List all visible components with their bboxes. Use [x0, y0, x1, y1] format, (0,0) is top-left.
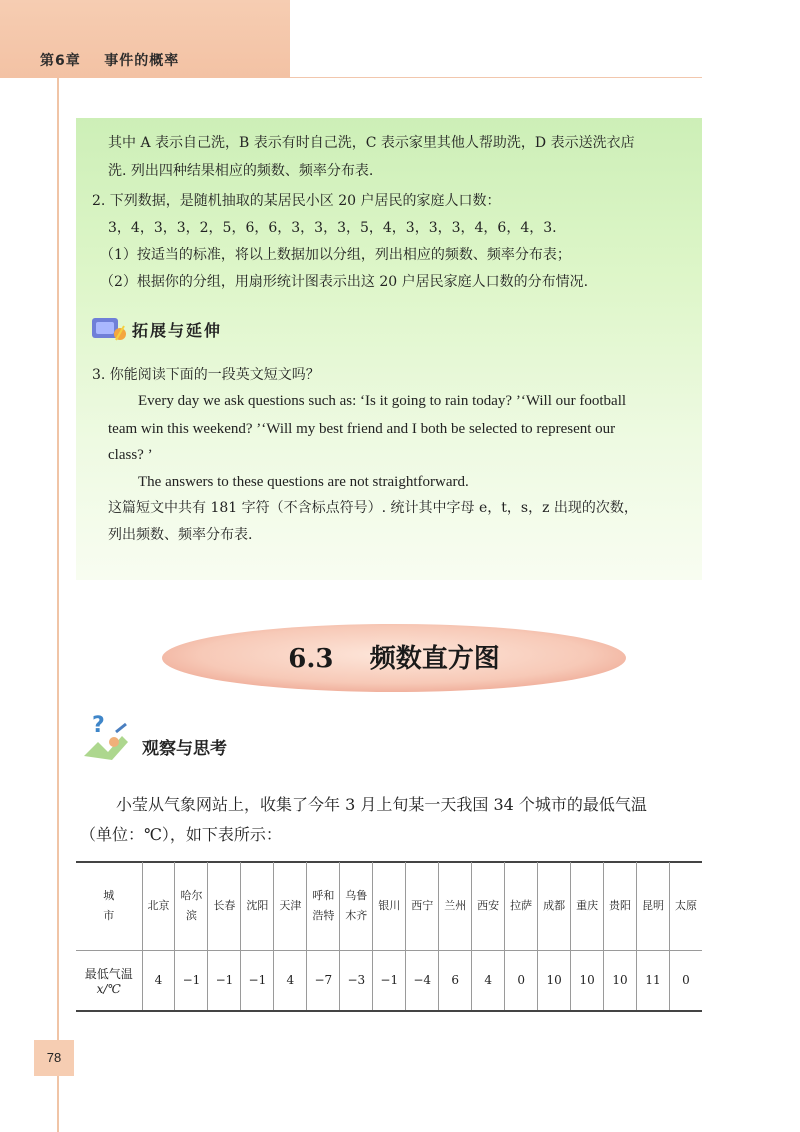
english-line-4: The answers to these questions are not straightforward. [138, 474, 469, 490]
city-cell: 银川 [373, 862, 406, 950]
header-divider [290, 77, 702, 78]
temperature-cell: 11 [637, 950, 670, 1010]
city-header-label: 城 市 [76, 862, 142, 950]
temperature-cell: 4 [472, 950, 505, 1010]
english-line-3: class? ’ [108, 447, 153, 463]
english-line-1: Every day we ask questions such as: ‘Is it going to rain today? ’‘Will our football [138, 393, 627, 409]
temperature-table [76, 862, 702, 1010]
question-2: 2. 下列数据，是随机抽取的某居民小区 20 户居民的家庭人口数： [92, 193, 501, 209]
english-line-2: team win this weekend? ’‘Will my best friend and I both be selected to represent our [108, 421, 616, 437]
observe-think-icon [78, 712, 134, 764]
city-cell: 呼和 浩特 [307, 862, 340, 950]
city-cell: 乌鲁 木齐 [340, 862, 373, 950]
city-cell: 拉萨 [505, 862, 538, 950]
city-cell: 兰州 [439, 862, 472, 950]
city-cell: 哈尔 滨 [175, 862, 208, 950]
question-3: 3. 你能阅读下面的一段英文短文吗？ [92, 367, 320, 383]
city-cell: 沈阳 [241, 862, 274, 950]
observe-paragraph-2: （单位：℃），如下表所示： [80, 825, 282, 844]
city-cell: 西安 [472, 862, 505, 950]
question-2-part-1: （1）按适当的标准，将以上数据加以分组，列出相应的频数、频率分布表； [100, 247, 571, 263]
temperature-cell: 4 [274, 950, 307, 1010]
city-cell: 昆明 [637, 862, 670, 950]
city-header-row [76, 862, 702, 950]
observe-title: 观察与思考 [142, 739, 227, 759]
page-number: 78 [46, 1050, 62, 1065]
temperature-cell: 6 [439, 950, 472, 1010]
city-cell: 长春 [208, 862, 241, 950]
city-cell: 成都 [538, 862, 571, 950]
exercise-line-1: 其中 A 表示自己洗，B 表示有时自己洗，C 表示家里其他人帮助洗，D 表示送洗衣店 [108, 135, 635, 151]
temperature-cell: −4 [406, 950, 439, 1010]
city-cell: 北京 [142, 862, 175, 950]
temperature-cell: 10 [604, 950, 637, 1010]
temperature-cell: 0 [505, 950, 538, 1010]
extension-title: 拓展与延伸 [132, 321, 223, 340]
question-3-text-1: 这篇短文中共有 181 字符（不含标点符号）. 统计其中字母 e，t，s，z 出现的次数， [108, 500, 638, 516]
observe-paragraph-1: 小莹从气象网站上，收集了今年 3 月上旬某一天我国 34 个城市的最低气温 [116, 795, 647, 814]
temperature-cell: −1 [175, 950, 208, 1010]
city-cell: 西宁 [406, 862, 439, 950]
table-bottom-rule [76, 1010, 702, 1012]
exercise-line-2: 洗. 列出四种结果相应的频数、频率分布表. [108, 163, 374, 179]
temperature-cell: −1 [373, 950, 406, 1010]
temperature-cell: 4 [142, 950, 175, 1010]
section-title: 6.3 频数直方图 [288, 644, 500, 674]
temperature-cell: 10 [571, 950, 604, 1010]
temperature-cell: 0 [670, 950, 703, 1010]
question-3-text-2: 列出频数、频率分布表. [108, 527, 253, 543]
temperature-cell: −3 [340, 950, 373, 1010]
question-2-data: 3，4，3，3，2，5，6，6，3，3，3，5，4，3，3，3，4，6，4，3. [108, 220, 557, 236]
city-cell: 贵阳 [604, 862, 637, 950]
city-cell: 天津 [274, 862, 307, 950]
temperature-row-label: 最低气温 x/℃ [84, 966, 133, 996]
city-cell: 太原 [670, 862, 703, 950]
temperature-row [76, 950, 702, 1010]
temperature-cell: −1 [208, 950, 241, 1010]
question-2-part-2: （2）根据你的分组，用扇形统计图表示出这 20 户居民家庭人口数的分布情况. [100, 274, 589, 290]
temperature-cell: 10 [538, 950, 571, 1010]
margin-line [57, 78, 59, 1132]
temperature-cell: −7 [307, 950, 340, 1010]
chapter-title: 第6章 事件的概率 [40, 53, 180, 69]
city-cell: 重庆 [571, 862, 604, 950]
extension-icon [90, 314, 128, 344]
temperature-cell: −1 [241, 950, 274, 1010]
svg-text:?: ? [92, 713, 105, 738]
